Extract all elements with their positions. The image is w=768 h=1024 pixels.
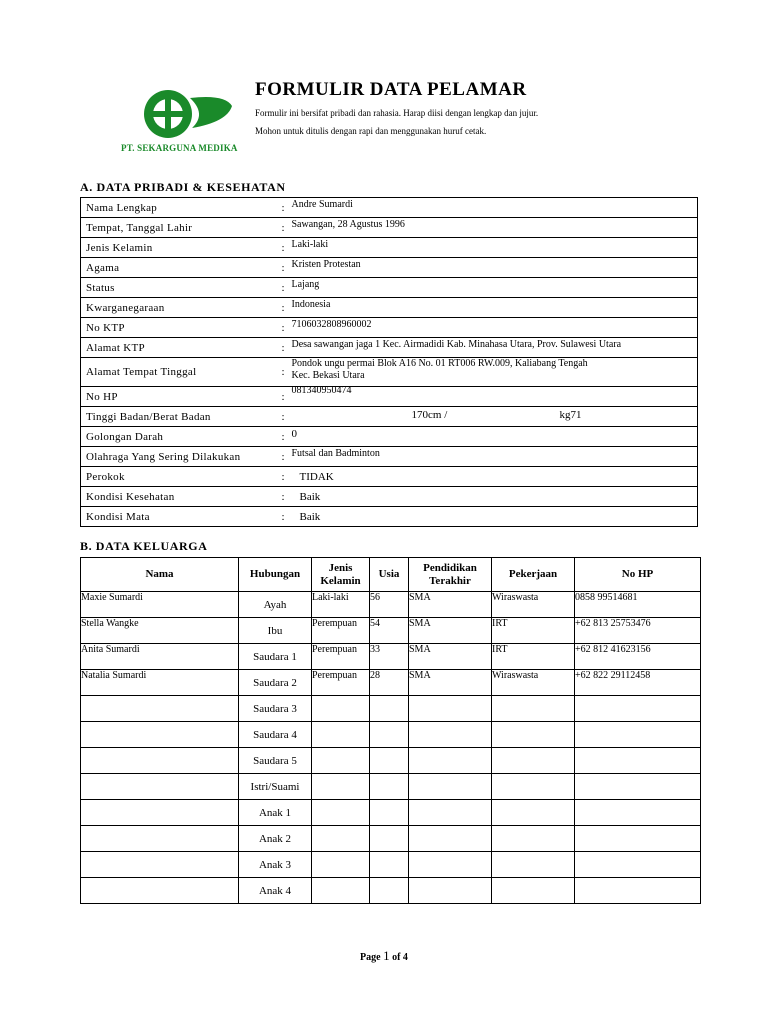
cell-no-hp[interactable] bbox=[575, 826, 701, 852]
family-row bbox=[81, 774, 701, 800]
field-label: Nama Lengkap bbox=[81, 198, 282, 218]
cell-pekerjaan[interactable]: Wiraswasta bbox=[492, 670, 575, 696]
cell-no-hp[interactable] bbox=[575, 722, 701, 748]
colon: : bbox=[281, 321, 285, 334]
colon: : bbox=[281, 341, 285, 354]
row-perokok bbox=[81, 467, 698, 487]
colon: : bbox=[281, 430, 285, 443]
cell-usia[interactable] bbox=[370, 774, 409, 800]
colon: : bbox=[281, 281, 285, 294]
colon: : bbox=[281, 221, 285, 234]
row-tinggi-berat bbox=[81, 407, 698, 427]
field-value-golongan-darah[interactable]: 0 bbox=[291, 428, 297, 440]
cell-nama[interactable] bbox=[81, 826, 239, 852]
cell-pendidikan[interactable]: SMA bbox=[409, 618, 492, 644]
cell-pendidikan[interactable] bbox=[409, 878, 492, 904]
row-kwarganegaraan bbox=[81, 298, 698, 318]
cell-usia[interactable] bbox=[370, 826, 409, 852]
colon: : bbox=[281, 390, 285, 403]
field-value-status[interactable]: Lajang bbox=[291, 279, 320, 290]
cell-jenis-kelamin[interactable] bbox=[312, 878, 370, 904]
field-label: Perokok bbox=[81, 467, 282, 487]
cell-pekerjaan[interactable]: IRT bbox=[492, 618, 575, 644]
cell-usia[interactable]: 28 bbox=[370, 670, 409, 696]
cell-pekerjaan[interactable] bbox=[492, 774, 575, 800]
row-kondisi-kesehatan bbox=[81, 487, 698, 507]
field-value-ttl[interactable]: Sawangan, 28 Agustus 1996 bbox=[291, 219, 405, 230]
family-row bbox=[81, 748, 701, 774]
cell-pendidikan[interactable] bbox=[409, 722, 492, 748]
form-title: FORMULIR DATA PELAMAR bbox=[255, 79, 527, 100]
header-nama: Nama bbox=[81, 558, 239, 592]
cell-usia[interactable]: 54 bbox=[370, 618, 409, 644]
cell-pendidikan[interactable]: SMA bbox=[409, 670, 492, 696]
field-value-alamat-ktp[interactable]: Desa sawangan jaga 1 Kec. Airmadidi Kab. Minahasa Utara, Prov. Sulawesi Utara bbox=[291, 339, 622, 350]
colon: : bbox=[281, 470, 285, 483]
colon: : bbox=[281, 490, 285, 503]
family-table-header bbox=[81, 558, 701, 592]
cell-nama[interactable] bbox=[81, 852, 239, 878]
cell-nama[interactable] bbox=[81, 722, 239, 748]
cell-hubungan: Saudara 2 bbox=[239, 670, 312, 696]
cell-usia[interactable] bbox=[370, 696, 409, 722]
row-kondisi-mata bbox=[81, 507, 698, 527]
field-label: Kondisi Kesehatan bbox=[81, 487, 282, 507]
cell-no-hp[interactable]: 0858 99514681 bbox=[575, 592, 701, 618]
field-value-no-ktp[interactable]: 7106032808960002 bbox=[291, 319, 372, 330]
cell-usia[interactable] bbox=[370, 722, 409, 748]
header-usia: Usia bbox=[370, 558, 409, 592]
cell-hubungan: Ibu bbox=[239, 618, 312, 644]
colon: : bbox=[281, 301, 285, 314]
row-no-hp bbox=[81, 387, 698, 407]
header-pekerjaan: Pekerjaan bbox=[492, 558, 575, 592]
field-value-berat[interactable]: kg71 bbox=[559, 409, 582, 421]
cell-jenis-kelamin[interactable] bbox=[312, 722, 370, 748]
section-a-title: A. DATA PRIBADI & KESEHATAN bbox=[80, 180, 286, 194]
row-agama bbox=[81, 258, 698, 278]
field-label: Kwarganegaraan bbox=[81, 298, 282, 318]
field-label: No KTP bbox=[81, 318, 282, 338]
cell-hubungan: Saudara 5 bbox=[239, 748, 312, 774]
cell-hubungan: Istri/Suami bbox=[239, 774, 312, 800]
cell-hubungan: Anak 4 bbox=[239, 878, 312, 904]
field-value-kondisi-kesehatan[interactable]: Baik bbox=[299, 490, 321, 503]
header-hubungan: Hubungan bbox=[239, 558, 312, 592]
cell-pekerjaan[interactable] bbox=[492, 852, 575, 878]
colon: : bbox=[281, 410, 285, 423]
cell-pekerjaan[interactable] bbox=[492, 696, 575, 722]
cell-pendidikan[interactable] bbox=[409, 826, 492, 852]
company-name: PT. SEKARGUNA MEDIKA bbox=[121, 143, 238, 153]
cell-no-hp[interactable] bbox=[575, 800, 701, 826]
row-olahraga bbox=[81, 447, 698, 467]
field-label: Jenis Kelamin bbox=[81, 238, 282, 258]
cell-pekerjaan[interactable] bbox=[492, 722, 575, 748]
header-jenis-kelamin: Jenis Kelamin bbox=[312, 558, 370, 592]
family-row bbox=[81, 722, 701, 748]
cell-pendidikan[interactable] bbox=[409, 748, 492, 774]
field-label: Status bbox=[81, 278, 282, 298]
cell-hubungan: Anak 3 bbox=[239, 852, 312, 878]
cell-pendidikan[interactable] bbox=[409, 800, 492, 826]
field-label: Tinggi Badan/Berat Badan bbox=[81, 407, 282, 427]
cell-nama[interactable] bbox=[81, 800, 239, 826]
cell-pendidikan[interactable] bbox=[409, 774, 492, 800]
field-label: Olahraga Yang Sering Dilakukan bbox=[81, 447, 282, 467]
page-suffix: of 4 bbox=[389, 952, 408, 963]
header-no-hp: No HP bbox=[575, 558, 701, 592]
family-row bbox=[81, 800, 701, 826]
cell-usia[interactable] bbox=[370, 748, 409, 774]
section-b-title: B. DATA KELUARGA bbox=[80, 539, 208, 553]
field-label: Golongan Darah bbox=[81, 427, 282, 447]
form-subtitle-instruction: Mohon untuk ditulis dengan rapi dan menggunakan huruf cetak. bbox=[255, 126, 487, 136]
family-row bbox=[81, 826, 701, 852]
row-alamat-ktp bbox=[81, 338, 698, 358]
cell-pendidikan[interactable] bbox=[409, 696, 492, 722]
colon: : bbox=[281, 241, 285, 254]
field-value-perokok[interactable]: TIDAK bbox=[299, 470, 334, 483]
cell-usia[interactable] bbox=[370, 878, 409, 904]
field-value-kwarganegaraan[interactable]: Indonesia bbox=[291, 299, 331, 310]
cell-nama[interactable]: Natalia Sumardi bbox=[81, 670, 239, 696]
cell-no-hp[interactable]: +62 822 29112458 bbox=[575, 670, 701, 696]
cell-pendidikan[interactable]: SMA bbox=[409, 592, 492, 618]
cell-usia[interactable]: 33 bbox=[370, 644, 409, 670]
field-label: Kondisi Mata bbox=[81, 507, 282, 527]
field-label: Alamat Tempat Tinggal bbox=[81, 358, 282, 387]
cell-pekerjaan[interactable] bbox=[492, 748, 575, 774]
cell-pekerjaan[interactable] bbox=[492, 800, 575, 826]
colon: : bbox=[281, 366, 285, 378]
row-tempat-tanggal-lahir bbox=[81, 218, 698, 238]
row-alamat-tempat-tinggal bbox=[81, 358, 698, 387]
row-golongan-darah bbox=[81, 427, 698, 447]
field-value-agama[interactable]: Kristen Protestan bbox=[291, 259, 361, 270]
cell-hubungan: Anak 2 bbox=[239, 826, 312, 852]
cell-no-hp[interactable] bbox=[575, 748, 701, 774]
cell-jenis-kelamin[interactable]: Perempuan bbox=[312, 644, 370, 670]
cell-no-hp[interactable] bbox=[575, 774, 701, 800]
family-row bbox=[81, 878, 701, 904]
cell-pekerjaan[interactable] bbox=[492, 878, 575, 904]
colon: : bbox=[281, 201, 285, 214]
cell-jenis-kelamin[interactable] bbox=[312, 696, 370, 722]
cell-hubungan: Saudara 1 bbox=[239, 644, 312, 670]
cell-pekerjaan[interactable] bbox=[492, 826, 575, 852]
cell-nama[interactable]: Maxie Sumardi bbox=[81, 592, 239, 618]
field-label: Agama bbox=[81, 258, 282, 278]
cell-pendidikan[interactable]: SMA bbox=[409, 644, 492, 670]
family-data-table bbox=[80, 557, 701, 904]
row-jenis-kelamin bbox=[81, 238, 698, 258]
family-row bbox=[81, 592, 701, 618]
cell-jenis-kelamin[interactable] bbox=[312, 852, 370, 878]
cell-usia[interactable] bbox=[370, 852, 409, 878]
cell-hubungan: Saudara 3 bbox=[239, 696, 312, 722]
field-value-jenis-kelamin[interactable]: Laki-laki bbox=[291, 239, 329, 250]
family-row bbox=[81, 644, 701, 670]
cell-no-hp[interactable] bbox=[575, 696, 701, 722]
cell-nama[interactable]: Stella Wangke bbox=[81, 618, 239, 644]
cell-nama[interactable] bbox=[81, 748, 239, 774]
field-value-tinggi[interactable]: 170cm / bbox=[411, 409, 448, 421]
cell-jenis-kelamin[interactable]: Perempuan bbox=[312, 670, 370, 696]
cell-nama[interactable] bbox=[81, 878, 239, 904]
cell-nama[interactable]: Anita Sumardi bbox=[81, 644, 239, 670]
cell-usia[interactable]: 56 bbox=[370, 592, 409, 618]
row-status bbox=[81, 278, 698, 298]
field-value-no-hp[interactable]: 081340950474 bbox=[291, 385, 352, 396]
cell-pendidikan[interactable] bbox=[409, 852, 492, 878]
field-value-alamat-tinggal[interactable]: Pondok ungu permai Blok A16 No. 01 RT006 RW.009, Kaliabang Tengah bbox=[291, 358, 588, 369]
row-nama-lengkap bbox=[81, 198, 698, 218]
family-row bbox=[81, 618, 701, 644]
cell-jenis-kelamin[interactable] bbox=[312, 748, 370, 774]
field-value-alamat-tinggal-line2[interactable]: Kec. Bekasi Utara bbox=[291, 370, 365, 381]
cell-jenis-kelamin[interactable]: Laki-laki bbox=[312, 592, 370, 618]
cell-hubungan: Ayah bbox=[239, 592, 312, 618]
cell-no-hp[interactable]: +62 812 41623156 bbox=[575, 644, 701, 670]
cell-no-hp[interactable]: +62 813 25753476 bbox=[575, 618, 701, 644]
cell-no-hp[interactable] bbox=[575, 852, 701, 878]
row-no-ktp bbox=[81, 318, 698, 338]
personal-data-table bbox=[80, 197, 698, 527]
cell-jenis-kelamin[interactable]: Perempuan bbox=[312, 618, 370, 644]
cell-hubungan: Anak 1 bbox=[239, 800, 312, 826]
family-row bbox=[81, 696, 701, 722]
page-number: 1 bbox=[383, 948, 390, 963]
cell-jenis-kelamin[interactable] bbox=[312, 800, 370, 826]
family-row bbox=[81, 852, 701, 878]
page-footer bbox=[0, 948, 768, 964]
page-prefix: Page bbox=[360, 952, 384, 963]
colon: : bbox=[281, 450, 285, 463]
family-row bbox=[81, 670, 701, 696]
cell-jenis-kelamin[interactable] bbox=[312, 826, 370, 852]
field-label: Alamat KTP bbox=[81, 338, 282, 358]
cell-hubungan: Saudara 4 bbox=[239, 722, 312, 748]
cell-nama[interactable] bbox=[81, 696, 239, 722]
colon: : bbox=[281, 510, 285, 523]
cell-jenis-kelamin[interactable] bbox=[312, 774, 370, 800]
cell-no-hp[interactable] bbox=[575, 878, 701, 904]
field-label: No HP bbox=[81, 387, 282, 407]
cell-pekerjaan[interactable]: Wiraswasta bbox=[492, 592, 575, 618]
field-value-kondisi-mata[interactable]: Baik bbox=[299, 510, 321, 523]
field-value-nama[interactable]: Andre Sumardi bbox=[291, 199, 353, 210]
field-value-olahraga[interactable]: Futsal dan Badminton bbox=[291, 448, 380, 459]
cell-pekerjaan[interactable]: IRT bbox=[492, 644, 575, 670]
cell-nama[interactable] bbox=[81, 774, 239, 800]
colon: : bbox=[281, 261, 285, 274]
header-pendidikan: Pendidikan Terakhir bbox=[409, 558, 492, 592]
form-subtitle-privacy: Formulir ini bersifat pribadi dan rahasia. Harap diisi dengan lengkap dan jujur. bbox=[255, 108, 539, 118]
cell-usia[interactable] bbox=[370, 800, 409, 826]
field-label: Tempat, Tanggal Lahir bbox=[81, 218, 282, 238]
